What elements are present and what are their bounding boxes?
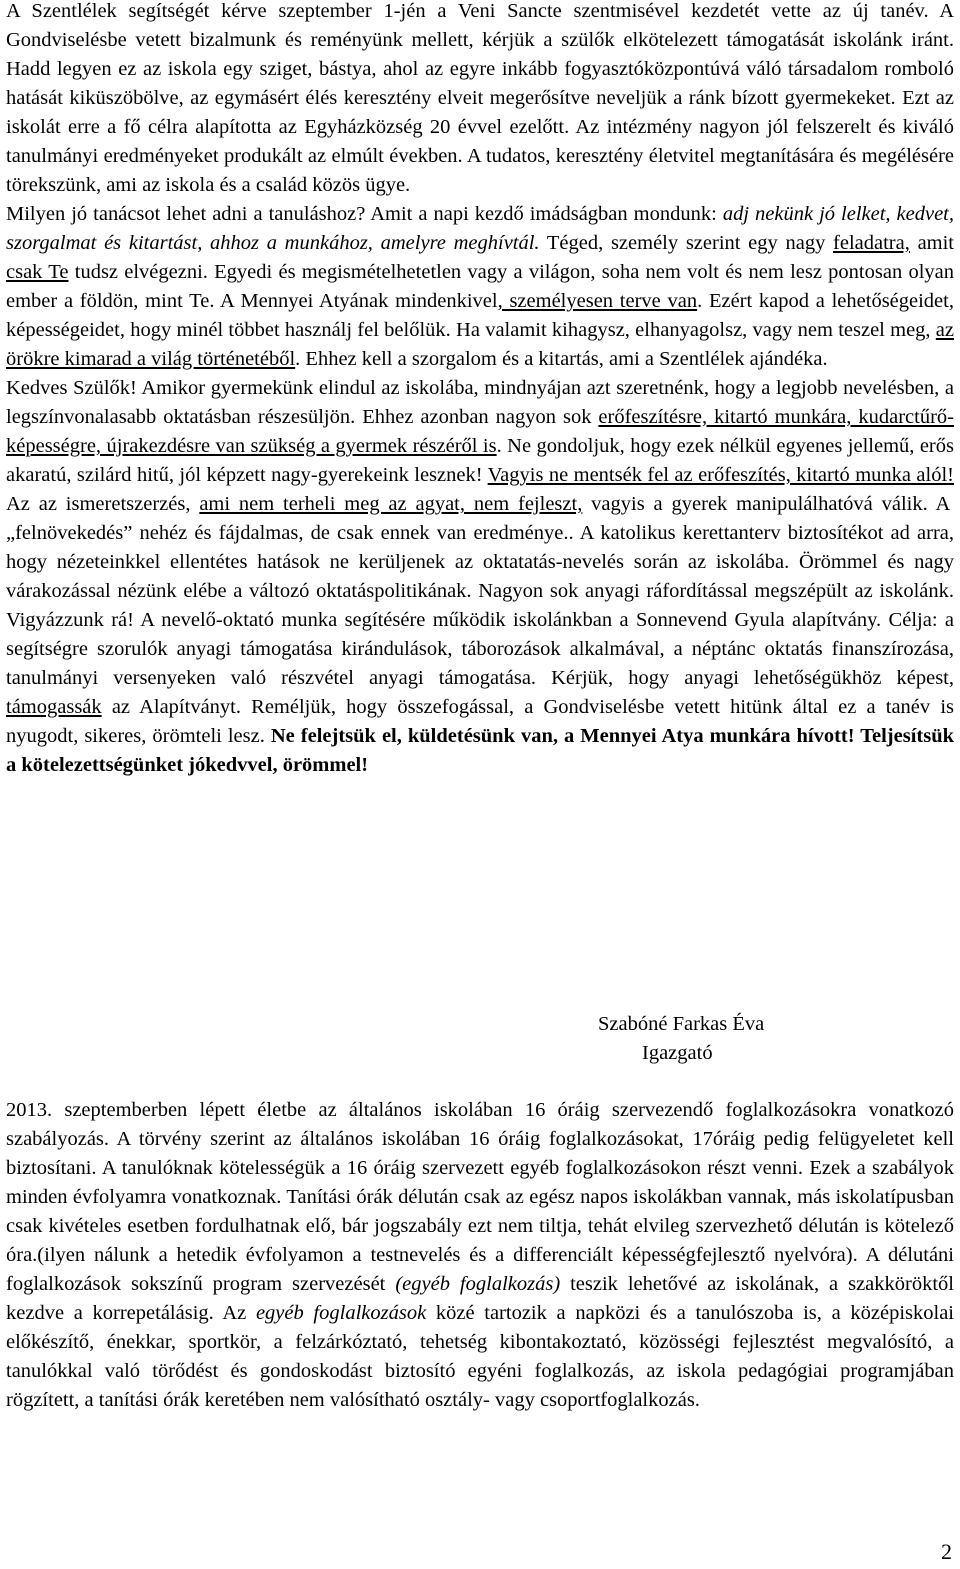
advice-text: tudsz elvégezni. Egyedi és megismételhetetlen vagy a világon, soha nem volt és nem lesz pontosan olyan ember a földön, mint Te. A Mennyei Atyának mindenkivel: [6, 261, 954, 312]
italic-other-activities: egyéb foglalkozások: [255, 1302, 427, 1324]
parents-text: . Ne gondoljuk, hogy ezek nélkül egyenes jellemű, erős akaratú, szilárd hitű, jól képzett nagy-gyerekeink lesznek!: [6, 435, 954, 486]
intro-text: A Szentlélek segítségét kérve szeptember 1-jén a Veni Sancte szentmisével kezdetét vette az új tanév. A Gondviselésbe vetett bizalmunk és reményünk mellett, kérjük a szülők elkötelezett támogatását iskolánk iránt. Hadd legyen ez az iskola egy sziget, bástya, ahol az egyre inkább fogyasztóközpontúvá váló társadalom romboló hatását kiküszöbölve, az egymásért élés keresztény elveit megerősítve neveljük a ránk bízott gyermekeket. Ezt az iskolát erre a fő célra alapította az Egyházközség 20 évvel ezelőtt. Az intézmény nagyon jól felszerelt és kiváló tanulmányi eredményeket produkált az elmúlt években. A tudatos, keresztény életvitel megtanítására és megélésére törekszünk, ami az iskola és a család közös ügye.: [6, 0, 954, 196]
rules-text: teszik lehetővé az iskolának, a szakköröktől kezdve a korrepetálásig. Az: [6, 1273, 955, 1324]
advice-text: amit: [909, 232, 955, 254]
parents-text: vagyis a gyerek manipulálhatóvá válik. A „felnövekedés” nehéz és fájdalmas, de csak ennek van eredménye.. A katolikus kerettanterv biztosítékot ad arra, hogy nézeteinkkel ellentétes hatások ne kerüljenek az oktatatás-nevelés során az iskolába. Örömmel és nagy várakozással nézünk elébe a változó oktatáspolitikának. Nagyon sok anyagi ráfordítással megszépült az iskolánk. Vigyázzunk rá! A nevelő-oktató munka segítésére működik iskolánkban a Sonnevend Gyula alapítvány. Célja: a segítségre szorulók anyagi támogatása kirándulások, táborozások alkalmával, a néptánc oktatás finanszírozása, tanulmányi versenyeken való részvétel anyagi támogatása. Kérjük, hogy anyagi lehetőségükhöz képest,: [6, 493, 954, 689]
underlined-history: az örökre kimarad a világ történetéből: [6, 319, 954, 370]
prayer-quote: adj nekünk jó lelket, kedvet, szorgalmat és kitartást, ahhoz a munkához, amelyre meghívtál.: [6, 203, 955, 254]
parents-text: Az az ismeretszerzés,: [6, 493, 200, 515]
underlined-dont-excuse: Vagyis ne mentsék fel az erőfeszítés, kitartó munka alól!: [487, 464, 954, 486]
advice-text: Téged, személy szerint egy nagy: [539, 232, 834, 254]
underlined-support: támogassák: [6, 696, 102, 718]
parents-paragraph: [6, 374, 954, 780]
underlined-personal-plan: , személyesen terve van: [497, 290, 698, 312]
advice-paragraph: [6, 200, 954, 374]
signature-block: [6, 1010, 954, 1068]
advice-question: Milyen jó tanácsot lehet adni a tanuláshoz? Amit a napi kezdő imádságban mondunk:: [6, 203, 717, 225]
rules-paragraph: [6, 1096, 954, 1415]
rules-text: 2013. szeptemberben lépett életbe az általános iskolában 16 óráig szervezendő foglalkozásokra vonatkozó szabályozás. A törvény szerint az általános iskolában 16 óráig foglalkozásokat, 17óráig pedig felügyeletet kell biztosítani. A tanulóknak kötelességük a 16 óráig szervezett egyéb foglalkozásokon részt venni. Ezek a szabályok minden évfolyamra vonatkoznak. Tanítási órák délután csak az egész napos iskolákban vannak, más iskolatípusban csak kivételes esetben fordulhatnak elő, bár jogszabály ezt nem tiltja, tehát elvileg szervezhető délután is kötelező óra.(ilyen nálunk a hetedik évfolyamon a testnevelés és a differenciált képességfejlesztő nyelvóra). A délutáni foglalkozások sokszínű program szervezését: [6, 1099, 954, 1295]
intro-paragraph: [6, 0, 954, 200]
underlined-only-you: csak Te: [6, 261, 69, 283]
bold-mission: Ne felejtsük el, küldetésünk van, a Mennyei Atya munkára hívott! Teljesítsük a kötelezettségünket jókedvvel, örömmel!: [6, 725, 955, 776]
advice-text: . Ehhez kell a szorgalom és a kitartás, ami a Szentlélek ajándéka.: [295, 348, 828, 370]
parents-text: az Alapítványt. Reméljük, hogy összefogással, a Gondviselésbe vetett hitünk által ez a tanév is nyugodt, sikeres, örömteli lesz.: [6, 696, 954, 747]
rules-text: közé tartozik a napközi és a tanulószoba is, a középiskolai előkészítő, énekkar, sportkör, a felzárkóztató, tehetség kibontakoztató, közösségi fejlesztést megvalósító, a tanulókkal való törődést és gondoskodást biztosító egyéni foglalkozás, az iskola pedagógiai programjában rögzített, a tanítási órák keretében nem valósítható osztály- vagy csoportfoglalkozás.: [6, 1302, 954, 1411]
underlined-task: feladatra,: [833, 232, 910, 254]
document-page: [6, 0, 955, 1411]
signature-name: Szabóné Farkas Éva: [598, 1013, 765, 1035]
page-number: 2: [941, 1539, 952, 1564]
signature-title: Igazgató: [642, 1042, 713, 1064]
advice-text: . Ezért kapod a lehetőségeidet, képességeidet, hogy minél többet használj fel belőlük. Ha valamit kihagysz, elhanyagolsz, vagy nem teszel meg,: [6, 290, 954, 341]
underlined-effort: erőfeszítésre, kitartó munkára, kudarctűrő-képességre, újrakezdésre van szükség a gyermek részéről is: [6, 406, 954, 457]
italic-other-activity: (egyéb foglalkozás): [395, 1273, 561, 1295]
underlined-no-burden: ami nem terheli meg az agyat, nem fejleszt,: [199, 493, 583, 515]
parents-text: Kedves Szülők! Amikor gyermekünk elindul az iskolába, mindnyájan azt szeretnénk, hogy a legjobb nevelésben, a legszínvonalasabb oktatásban részesüljön. Ehhez azonban nagyon sok: [6, 377, 954, 428]
